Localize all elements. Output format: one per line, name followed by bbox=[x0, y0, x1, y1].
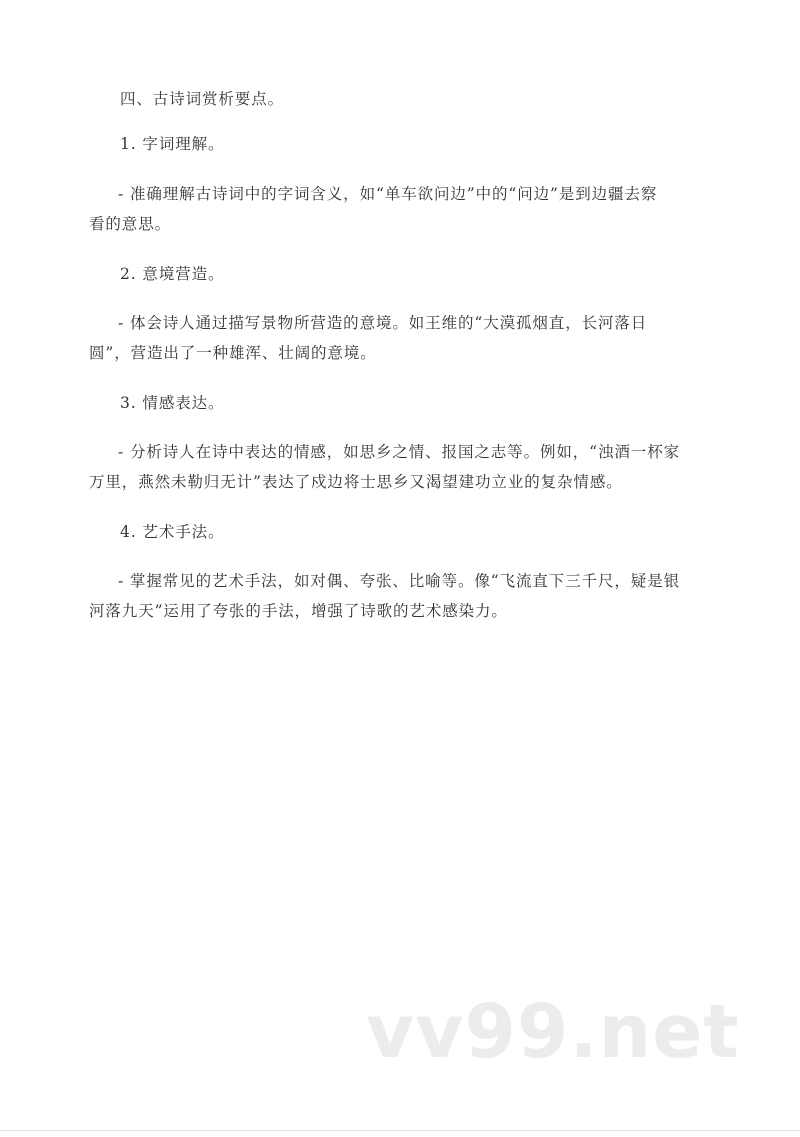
item-1-title: 1. 字词理解。 bbox=[120, 135, 225, 153]
item-1-body-line-1: - 准确理解古诗词中的字词含义，如“单车欲问边”中的“问边”是到边疆去察 bbox=[118, 185, 658, 203]
item-3-title: 3. 情感表达。 bbox=[120, 394, 225, 412]
item-2-title: 2. 意境营造。 bbox=[120, 265, 225, 283]
item-3-body-line-2: 万里，燕然未勒归无计”表达了戍边将士思乡又渴望建功立业的复杂情感。 bbox=[89, 473, 623, 491]
page-bottom-divider bbox=[0, 1130, 800, 1131]
item-4-body-line-2: 河落九天”运用了夸张的手法，增强了诗歌的艺术感染力。 bbox=[89, 602, 508, 620]
item-2-body-line-2: 圆”，营造出了一种雄浑、壮阔的意境。 bbox=[89, 344, 377, 362]
section-heading: 四、古诗词赏析要点。 bbox=[120, 90, 285, 108]
item-3-body-line-1: - 分析诗人在诗中表达的情感，如思乡之情、报国之志等。例如，“浊酒一杯家 bbox=[118, 443, 680, 461]
item-4-title: 4. 艺术手法。 bbox=[120, 523, 225, 541]
item-1-body-line-2: 看的意思。 bbox=[89, 215, 172, 233]
watermark: vv99.net bbox=[366, 989, 740, 1075]
item-4-body-line-1: - 掌握常见的艺术手法，如对偶、夸张、比喻等。像“飞流直下三千尺，疑是银 bbox=[118, 572, 680, 590]
item-2-body-line-1: - 体会诗人通过描写景物所营造的意境。如王维的“大漠孤烟直，长河落日 bbox=[118, 314, 648, 332]
